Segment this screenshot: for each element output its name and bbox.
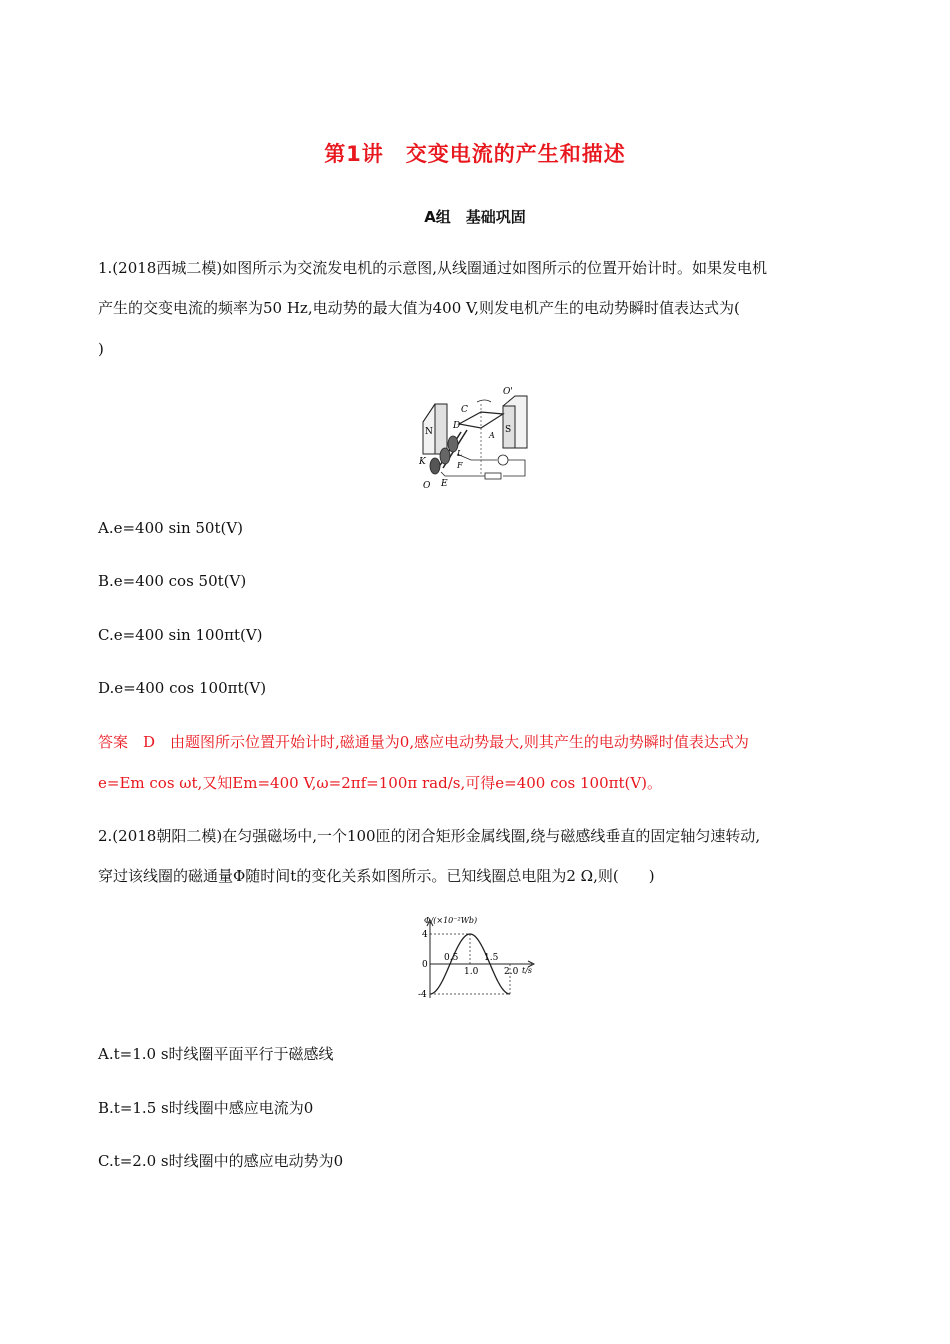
q1-option-b: B.e=400 cos 50t(V) <box>98 572 247 590</box>
label-l: L <box>457 449 463 458</box>
q2-option-b: B.t=1.5 s时线圈中感应电流为0 <box>98 1099 314 1117</box>
q1-option-c: C.e=400 sin 100πt(V) <box>98 626 263 644</box>
page-title: 第1讲 交变电流的产生和描述 <box>324 142 626 166</box>
label-e: E <box>441 479 448 489</box>
flux-time-chart <box>408 912 544 1000</box>
chart-ylabel: Φ/(×10⁻²Wb) <box>424 916 478 925</box>
label-a: A <box>489 431 495 440</box>
q1-answer-line-2: e=Em cos ωt,又知Em=400 V,ω=2πf=100π rad/s,可得e=400 cos 100πt(V)。 <box>98 774 663 792</box>
q1-stem-line-1: 1.(2018西城二模)如图所示为交流发电机的示意图,从线圈通过如图所示的位置开始计时。如果发电机 <box>98 259 767 277</box>
label-n: N <box>425 427 433 437</box>
x-tick-label: 2.0 <box>504 967 519 977</box>
chart-xlabel: t/s <box>522 966 533 975</box>
q2-stem-line-1: 2.(2018朝阳二模)在匀强磁场中,一个100匝的闭合矩形金属线圈,绕与磁感线垂直的固定轴匀速转动, <box>98 827 761 845</box>
x-tick-label: 0.5 <box>444 953 459 963</box>
label-o: O <box>423 481 431 491</box>
q1-option-a: A.e=400 sin 50t(V) <box>98 519 244 537</box>
label-f: F <box>457 461 463 470</box>
label-c: C <box>461 405 468 415</box>
label-s: S <box>505 425 512 435</box>
section-heading: A组 基础巩固 <box>424 208 526 226</box>
label-d: D <box>453 421 461 431</box>
y-tick-label: 4 <box>422 930 428 940</box>
y-tick-label: -4 <box>418 990 427 1000</box>
q2-stem-line-2: 穿过该线圈的磁通量Φ随时间t的变化关系如图所示。已知线圈总电阻为2 Ω,则( ) <box>98 867 655 885</box>
label-o-prime: O' <box>503 387 513 397</box>
x-tick-label: 1.5 <box>484 953 499 963</box>
label-k: K <box>419 457 426 467</box>
y-tick-label: 0 <box>422 960 428 970</box>
generator-diagram <box>415 384 535 492</box>
q1-stem-line-3: ) <box>98 340 104 358</box>
q2-option-c: C.t=2.0 s时线圈中的感应电动势为0 <box>98 1152 344 1170</box>
x-tick-label: 1.0 <box>464 967 479 977</box>
q1-stem-line-2: 产生的交变电流的频率为50 Hz,电动势的最大值为400 V,则发电机产生的电动势瞬时值表达式为( <box>98 299 740 317</box>
q2-option-a: A.t=1.0 s时线圈平面平行于磁感线 <box>98 1045 334 1063</box>
q1-option-d: D.e=400 cos 100πt(V) <box>98 679 267 697</box>
q1-answer-line-1: 答案 D 由题图所示位置开始计时,磁通量为0,感应电动势最大,则其产生的电动势瞬时值表达式为 <box>98 733 749 751</box>
